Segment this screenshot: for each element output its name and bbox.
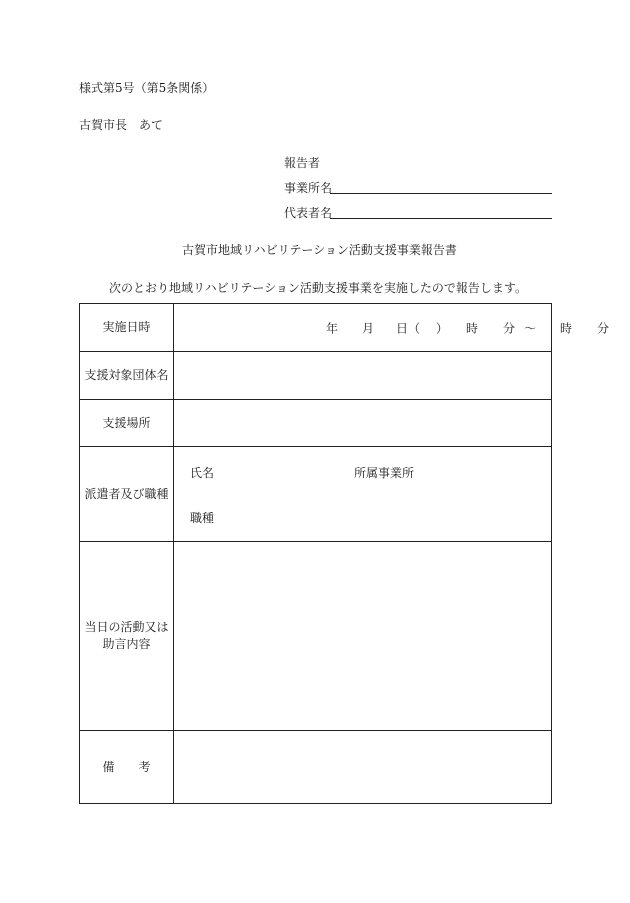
addressee: 古賀市長 あて bbox=[79, 118, 164, 132]
staff-row bbox=[80, 447, 552, 542]
day-close-label: ） bbox=[436, 321, 449, 335]
activity-label bbox=[80, 542, 174, 731]
form-number: 様式第5号（第5条関係） bbox=[79, 81, 215, 95]
activity-label-line2: 助言内容 bbox=[102, 637, 151, 651]
representative-label: 代表者名 bbox=[284, 206, 333, 220]
month-label: 月 bbox=[362, 321, 375, 335]
tilde-separator: ～ bbox=[524, 321, 537, 335]
remarks-cell[interactable] bbox=[174, 731, 552, 804]
date-cell[interactable] bbox=[174, 304, 610, 352]
activity-label-line1: 当日の活動又は bbox=[84, 620, 169, 634]
activity-row bbox=[80, 542, 552, 731]
staff-cell[interactable] bbox=[174, 447, 552, 542]
date-label: 実施日時 bbox=[80, 304, 174, 352]
activity-cell[interactable] bbox=[174, 542, 552, 731]
year-label: 年 bbox=[326, 321, 339, 335]
representative-line[interactable] bbox=[330, 218, 552, 219]
staff-office-label: 所属事業所 bbox=[354, 466, 415, 480]
staff-name-label: 氏名 bbox=[190, 466, 215, 480]
group-cell[interactable] bbox=[174, 352, 552, 400]
group-row bbox=[80, 352, 552, 400]
end-hour-label: 時 bbox=[560, 321, 573, 335]
document-title: 古賀市地域リハビリテーション活動支援事業報告書 bbox=[182, 243, 457, 257]
reporter-heading: 報告者 bbox=[284, 156, 321, 170]
staff-label: 派遣者及び職種 bbox=[80, 447, 174, 542]
remarks-label: 備 考 bbox=[80, 731, 174, 804]
place-row bbox=[80, 400, 552, 447]
report-table bbox=[79, 303, 610, 804]
start-hour-label: 時 bbox=[466, 321, 479, 335]
group-label: 支援対象団体名 bbox=[80, 352, 174, 400]
office-name-line[interactable] bbox=[330, 193, 552, 194]
day-open-label: 日（ bbox=[396, 321, 421, 335]
intro-text: 次のとおり地域リハビリテーション活動支援事業を実施したので報告します。 bbox=[109, 281, 527, 295]
remarks-row bbox=[80, 731, 552, 804]
start-minute-label: 分 bbox=[503, 321, 516, 335]
date-row bbox=[80, 304, 552, 352]
end-minute-label: 分 bbox=[597, 321, 610, 335]
place-cell[interactable] bbox=[174, 400, 552, 447]
place-label: 支援場所 bbox=[80, 400, 174, 447]
office-name-label: 事業所名 bbox=[284, 181, 333, 195]
staff-job-label: 職種 bbox=[190, 511, 215, 525]
